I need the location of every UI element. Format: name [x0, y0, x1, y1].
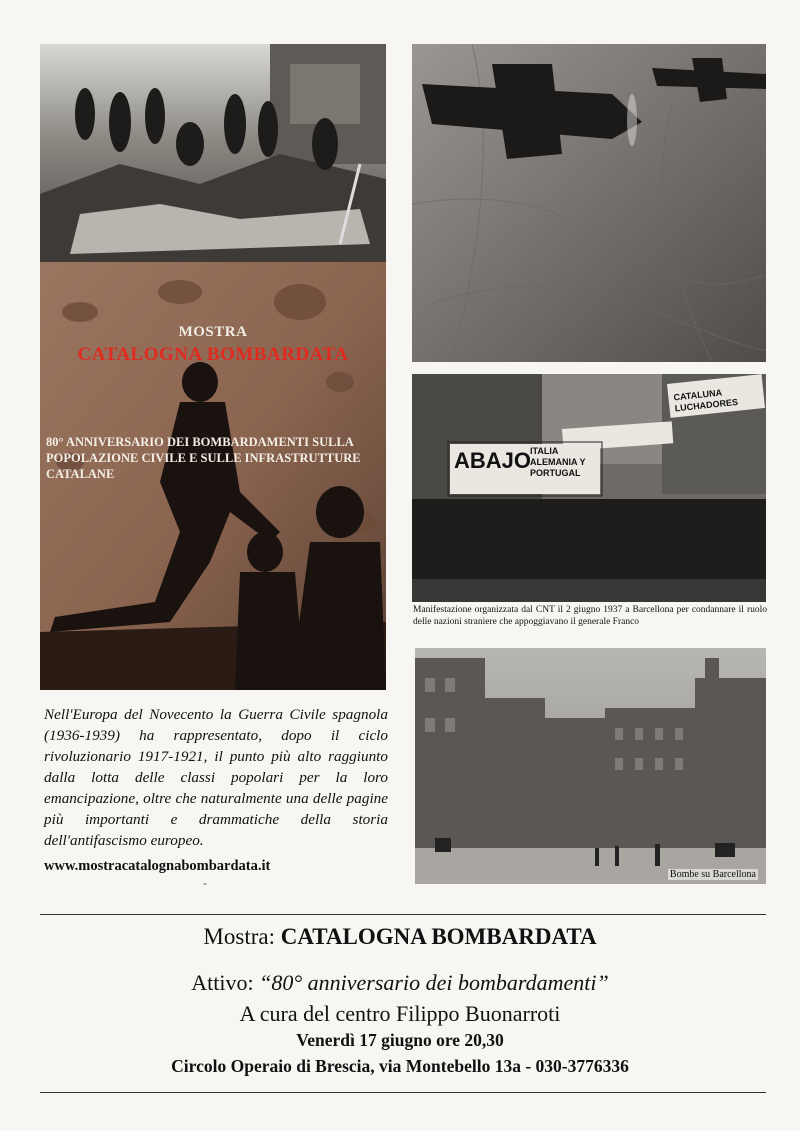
exhibition-poster: [40, 262, 386, 690]
footer-attivo-italic: “80° anniversario dei bombardamenti”: [259, 970, 609, 995]
banner-cataluna: CATALUNA LUCHADORES: [673, 387, 739, 414]
poster-title: CATALOGNA BOMBARDATA: [77, 344, 349, 365]
banner-countries: ITALIA ALEMANIA Y PORTUGAL: [530, 446, 586, 478]
poster-mostra-label: MOSTRA: [178, 324, 248, 340]
demonstration-caption: Manifestazione organizzata dal CNT il 2 giugno 1937 a Barcellona per condannare il ruolo delle nazioni straniere che appoggiavano il generale Franco: [413, 605, 767, 627]
city-caption: Bombe su Barcellona: [669, 869, 756, 880]
footer-title-prefix: Mostra:: [203, 924, 281, 949]
rubble-workers-photo: [40, 44, 386, 262]
footer-attivo: [0, 970, 800, 996]
demonstration-photo: [412, 374, 766, 602]
divider-top: [40, 914, 766, 915]
footer-attivo-prefix: Attivo:: [191, 970, 260, 995]
footer-date: Venerdì 17 giugno ore 20,30: [296, 1030, 504, 1050]
banner-abajo: ABAJO: [454, 448, 532, 473]
footer-curator: A cura del centro Filippo Buonarroti: [239, 1001, 561, 1026]
decorative-dash: -: [203, 876, 207, 890]
footer-title-bold: CATALOGNA BOMBARDATA: [280, 924, 597, 949]
bomber-planes-photo: [412, 44, 766, 362]
divider-bottom: [40, 1092, 766, 1093]
bombed-city-photo: [415, 648, 766, 884]
poster-subtitle: 80° ANNIVERSARIO DEI BOMBARDAMENTI SULLA POPOLAZIONE CIVILE E SULLE INFRASTRUTTURE CATALANE: [46, 435, 361, 481]
intro-paragraph: Nell'Europa del Novecento la Guerra Civile spagnola (1936-1939) ha rappresentato, dopo il ciclo rivoluzionario 1917-1921, il punto più alto raggiunto dalla lotta delle classi popolari per la loro emancipazione, oltre che naturalmente una delle pagine più importanti e drammatiche della storia dell'antifascismo europeo.: [44, 706, 388, 849]
footer-title: [0, 924, 800, 950]
website-link[interactable]: www.mostracatalognabombardata.it: [44, 858, 271, 874]
footer-place: Circolo Operaio di Brescia, via Montebello 13a - 030-3776336: [171, 1056, 629, 1076]
